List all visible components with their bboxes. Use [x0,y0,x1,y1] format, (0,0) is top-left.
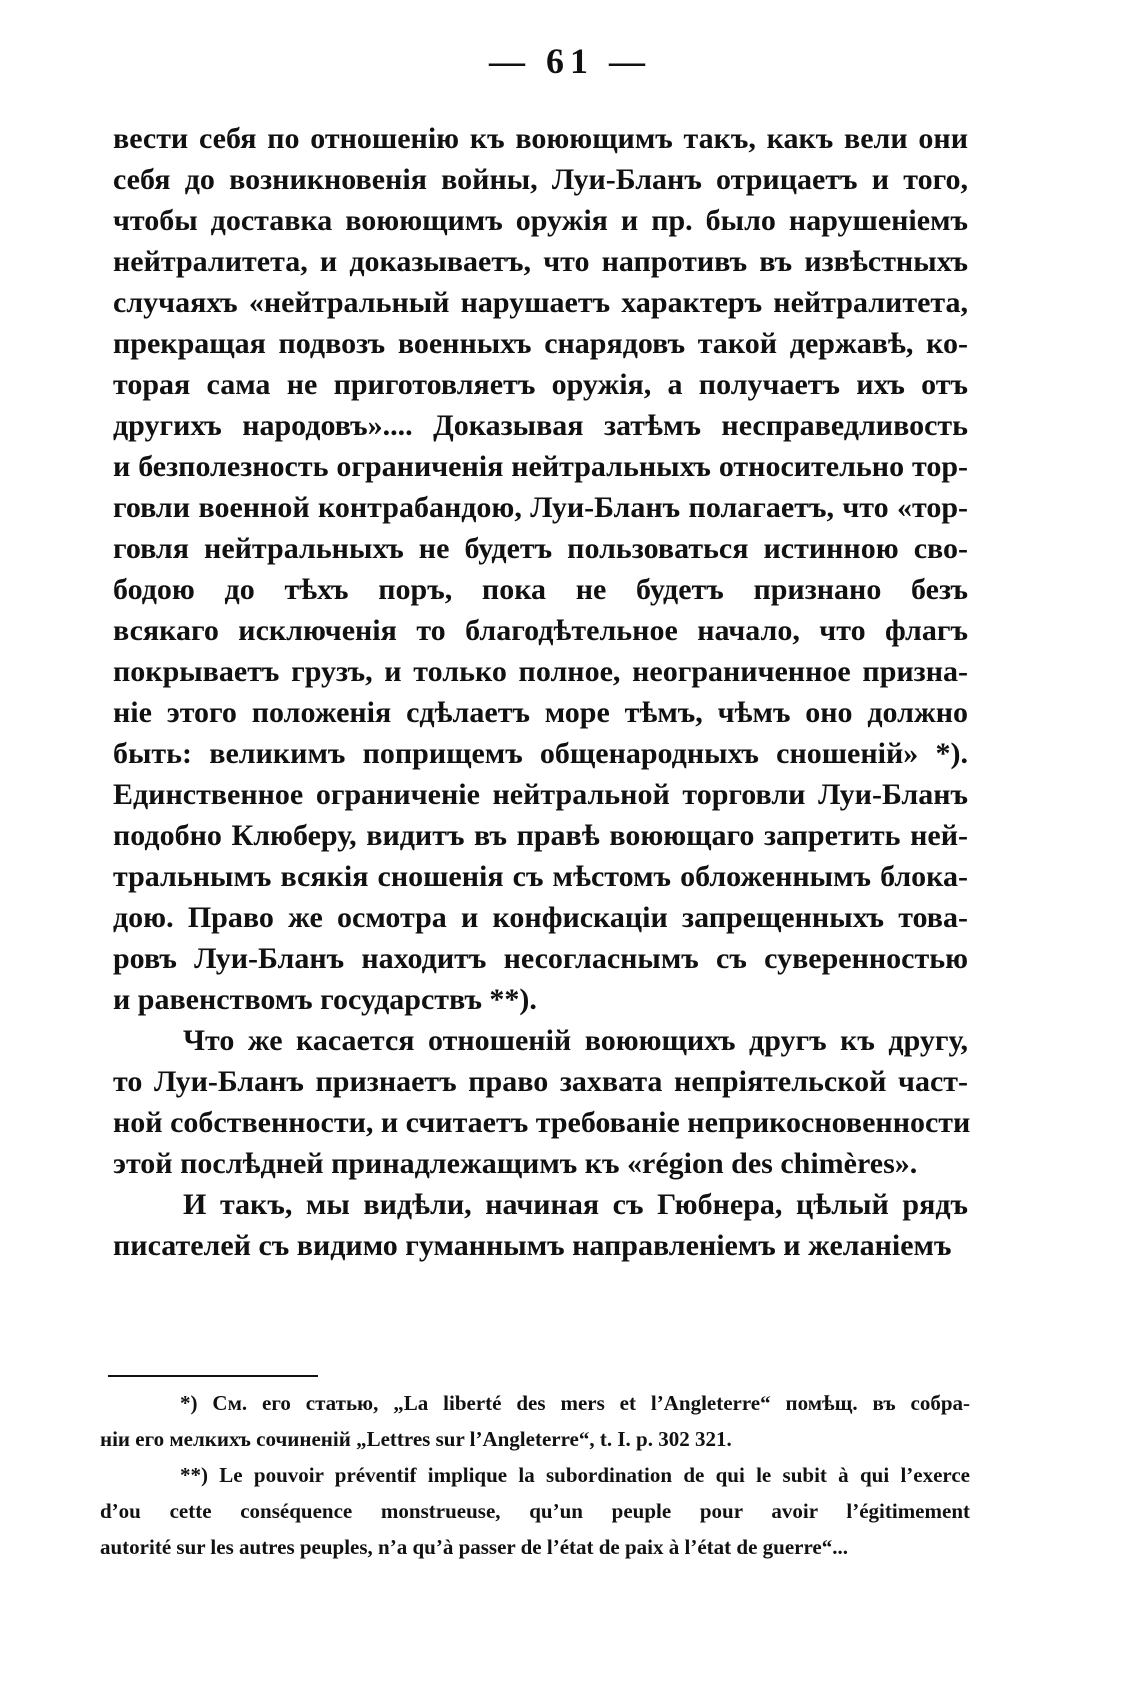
text-line: случаяхъ «нейтральный нарушаетъ характеръ нейтралитета, [113,286,968,319]
footnote-line: *) См. его статью, „La liberté des mers et l’Angleterre“ помѣщ. въ собра- [180,1391,970,1415]
text-line: Что же касается отношеній воюющихъ другъ къ другу, [183,1024,968,1057]
text-line: бодою до тѣхъ поръ, пока не будетъ признано безъ [113,573,968,606]
text-line: то Луи-Бланъ признаетъ право захвата непріятельской част- [113,1065,968,1098]
text-line: всякаго исключенія то благодѣтельное начало, что флагъ [113,614,968,647]
text-line: покрываетъ грузъ, и только полное, неограниченное призна- [113,655,968,688]
footnote-line: **) Le pouvoir préventif implique la subordination de qui le subit à qui l’exerce [180,1463,970,1487]
text-line: себя до возникновенія войны, Луи-Бланъ отрицаетъ и того, [113,163,968,196]
paragraph [113,118,968,1020]
text-line: говли военной контрабандою, Луи-Бланъ полагаетъ, что «тор- [113,491,968,524]
text-line: и равенствомъ государствъ **). [113,983,537,1016]
text-line: писателей съ видимо гуманнымъ направленіемъ и желаніемъ [113,1229,952,1262]
text-line: вести себя по отношенію къ воюющимъ такъ, какъ вели они [113,122,968,155]
text-line: ровъ Луи-Бланъ находитъ несогласнымъ съ суверенностью [113,942,968,975]
footnote-line: d’ou cette conséquence monstrueuse, qu’un peuple pour avoir l’égitimement [100,1499,970,1523]
text-line: тральнымъ всякія сношенія съ мѣстомъ обложеннымъ блока- [113,860,968,893]
footnote [100,1385,970,1457]
footnotes [100,1385,970,1565]
paragraph [113,1184,968,1266]
footnote-rule [108,1375,318,1377]
text-line: чтобы доставка воюющимъ оружія и пр. было нарушеніемъ [113,204,968,237]
footnote-line: autorité sur les autres peuples, n’a qu’à passer de l’état de paix à l’état de guerre“... [100,1535,848,1559]
text-line: другихъ народовъ».... Доказывая затѣмъ несправедливость [113,409,968,442]
footnote [100,1457,970,1565]
text-line: нейтралитета, и доказываетъ, что напротивъ въ извѣстныхъ [113,245,968,278]
text-line: этой послѣдней принадлежащимъ къ «région des chimères». [113,1147,918,1180]
text-line: прекращая подвозъ военныхъ снарядовъ такой державѣ, ко- [113,327,968,360]
text-line: ніе этого положенія сдѣлаетъ море тѣмъ, чѣмъ оно должно [113,696,968,729]
text-line: дою. Право же осмотра и конфискаціи запрещенныхъ това- [113,901,968,934]
footnote-line: ніи его мелкихъ сочиненій „Lettres sur l’Angleterre“, t. I. p. 302 321. [100,1427,732,1451]
text-line: говля нейтральныхъ не будетъ пользоваться истинною сво- [113,532,968,565]
text-line: торая сама не приготовляетъ оружія, а получаетъ ихъ отъ [113,368,968,401]
text-line: и безполезность ограниченія нейтральныхъ относительно тор- [113,450,968,483]
text-line: ной собственности, и считаетъ требованіе неприкосновенности [113,1106,971,1139]
paragraph [113,1020,971,1184]
text-line: И такъ, мы видѣли, начиная съ Гюбнера, цѣлый рядъ [183,1188,968,1221]
main-text [113,118,971,1266]
text-line: быть: великимъ поприщемъ общенародныхъ сношеній» *). [113,737,968,770]
text-line: подобно Клюберу, видитъ въ правѣ воюющаго запретить ней- [113,819,968,852]
text-line: Единственное ограниченіе нейтральной торговли Луи-Бланъ [113,778,968,811]
page-number: — 61 — [489,41,651,81]
